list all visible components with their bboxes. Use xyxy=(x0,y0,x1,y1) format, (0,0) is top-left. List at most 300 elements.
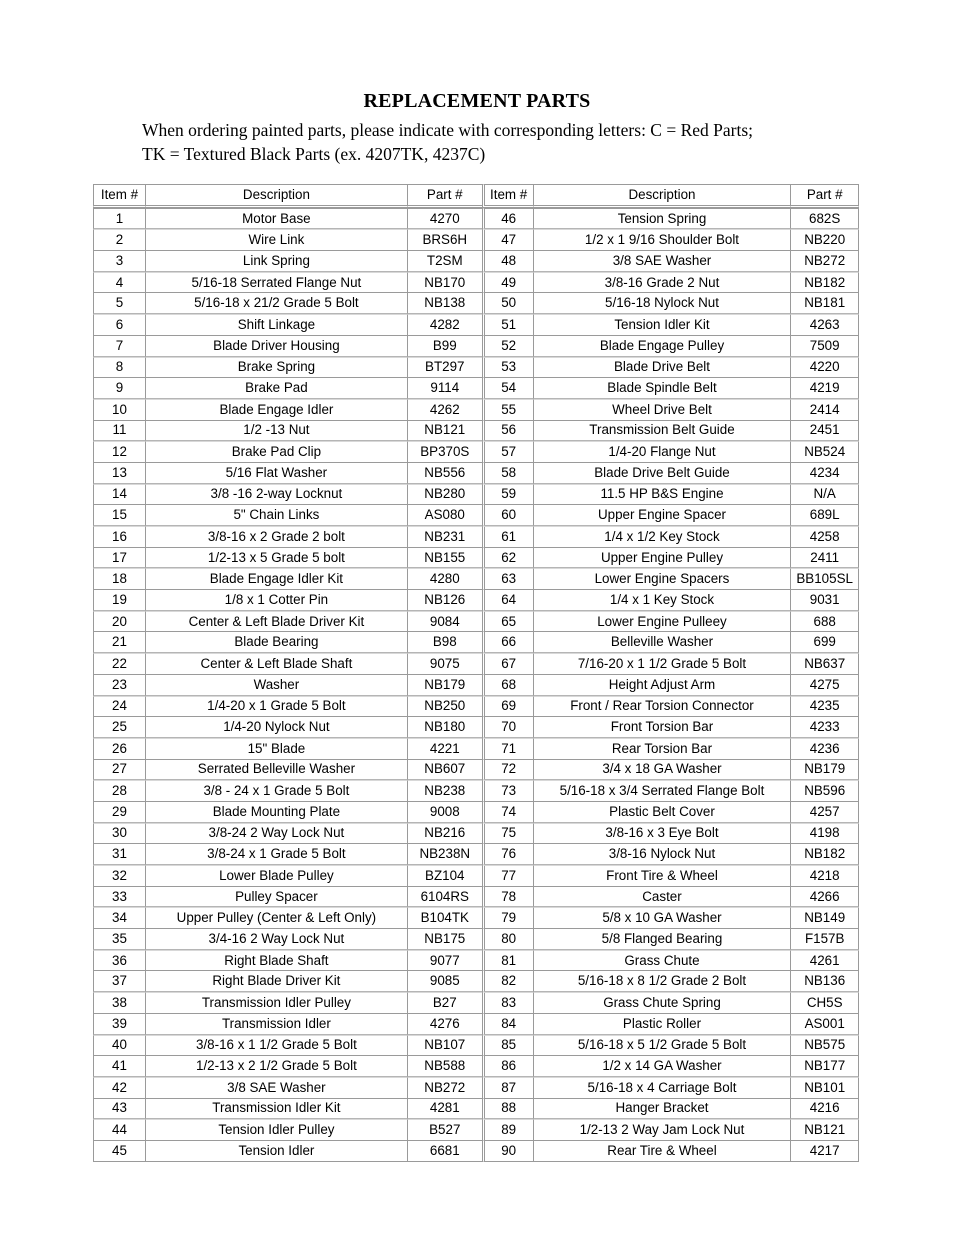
cell-item-number: 23 xyxy=(93,674,145,696)
cell-description: Tension Spring xyxy=(533,208,791,230)
cell-item-number: 65 xyxy=(482,611,533,632)
cell-part-number: F157B xyxy=(790,928,859,950)
cell-item-number: 88 xyxy=(482,1098,533,1120)
header-part-number: Part # xyxy=(407,184,482,208)
cell-description: Lower Engine Pulleey xyxy=(533,611,791,632)
cell-part-number: 4221 xyxy=(407,738,482,759)
cell-item-number: 63 xyxy=(482,568,533,589)
table-row xyxy=(93,335,859,357)
cell-description: 5" Chain Links xyxy=(145,504,407,526)
cell-part-number: T2SM xyxy=(407,250,482,272)
cell-description: 3/4 x 18 GA Washer xyxy=(533,759,791,781)
cell-part-number: 9085 xyxy=(407,970,482,992)
cell-description: Transmission Idler Pulley xyxy=(145,992,407,1013)
cell-part-number: 6104RS xyxy=(407,886,482,908)
cell-description: Center & Left Blade Driver Kit xyxy=(145,611,407,632)
cell-item-number: 79 xyxy=(482,907,533,928)
cell-description: 3/8-24 2 Way Lock Nut xyxy=(145,823,407,844)
cell-item-number: 26 xyxy=(93,738,145,759)
cell-item-number: 33 xyxy=(93,886,145,908)
cell-description: Rear Tire & Wheel xyxy=(533,1140,791,1162)
cell-item-number: 30 xyxy=(93,823,145,844)
cell-description: 1/2 x 14 GA Washer xyxy=(533,1055,791,1077)
table-row xyxy=(93,462,859,484)
cell-item-number: 41 xyxy=(93,1055,145,1077)
cell-description: 1/4-20 Flange Nut xyxy=(533,441,791,462)
table-header-row xyxy=(93,184,859,208)
cell-item-number: 55 xyxy=(482,399,533,420)
cell-description: Brake Pad Clip xyxy=(145,441,407,462)
table-row xyxy=(93,970,859,992)
cell-description: 1/4 x 1 Key Stock xyxy=(533,589,791,611)
table-row xyxy=(93,229,859,250)
cell-item-number: 45 xyxy=(93,1140,145,1162)
cell-description: Blade Driver Housing xyxy=(145,335,407,357)
cell-part-number: B27 xyxy=(407,992,482,1013)
cell-item-number: 81 xyxy=(482,950,533,971)
cell-item-number: 82 xyxy=(482,970,533,992)
cell-item-number: 77 xyxy=(482,865,533,886)
cell-item-number: 27 xyxy=(93,759,145,781)
cell-item-number: 35 xyxy=(93,928,145,950)
cell-part-number: 4276 xyxy=(407,1013,482,1035)
cell-description: 5/16-18 x 8 1/2 Grade 2 Bolt xyxy=(533,970,791,992)
cell-item-number: 64 xyxy=(482,589,533,611)
cell-description: 1/8 x 1 Cotter Pin xyxy=(145,589,407,611)
table-row xyxy=(93,526,859,547)
cell-part-number: 9031 xyxy=(790,589,859,611)
cell-part-number: 4281 xyxy=(407,1098,482,1120)
cell-item-number: 75 xyxy=(482,823,533,844)
cell-part-number: 4257 xyxy=(790,801,859,823)
cell-item-number: 72 xyxy=(482,759,533,781)
table-row xyxy=(93,843,859,865)
cell-part-number: NB138 xyxy=(407,292,482,314)
cell-part-number: NB180 xyxy=(407,716,482,738)
cell-part-number: 9077 xyxy=(407,950,482,971)
cell-part-number: NB596 xyxy=(790,780,859,801)
cell-description: 1/2-13 2 Way Jam Lock Nut xyxy=(533,1119,791,1140)
cell-description: Grass Chute xyxy=(533,950,791,971)
cell-item-number: 39 xyxy=(93,1013,145,1035)
cell-part-number: 689L xyxy=(790,504,859,526)
cell-part-number: NB121 xyxy=(407,420,482,442)
table-row xyxy=(93,292,859,314)
cell-item-number: 24 xyxy=(93,696,145,717)
cell-item-number: 69 xyxy=(482,696,533,717)
cell-description: 11.5 HP B&S Engine xyxy=(533,484,791,505)
cell-description: Blade Engage Pulley xyxy=(533,335,791,357)
table-row xyxy=(93,420,859,442)
cell-item-number: 54 xyxy=(482,377,533,399)
table-row xyxy=(93,484,859,505)
cell-part-number: NB107 xyxy=(407,1035,482,1056)
cell-item-number: 31 xyxy=(93,843,145,865)
cell-part-number: 699 xyxy=(790,631,859,653)
cell-item-number: 3 xyxy=(93,250,145,272)
ordering-instructions xyxy=(142,118,862,166)
cell-part-number: NB155 xyxy=(407,547,482,569)
cell-item-number: 61 xyxy=(482,526,533,547)
cell-part-number: BZ104 xyxy=(407,865,482,886)
cell-description: 1/4 x 1/2 Key Stock xyxy=(533,526,791,547)
cell-part-number: AS080 xyxy=(407,504,482,526)
cell-part-number: NB220 xyxy=(790,229,859,250)
cell-description: Grass Chute Spring xyxy=(533,992,791,1013)
cell-part-number: NB607 xyxy=(407,759,482,781)
cell-description: 5/8 Flanged Bearing xyxy=(533,928,791,950)
cell-item-number: 80 xyxy=(482,928,533,950)
ordering-instructions-line-2: TK = Textured Black Parts (ex. 4207TK, 4237C) xyxy=(142,144,486,164)
cell-part-number: B98 xyxy=(407,631,482,653)
cell-part-number: BT297 xyxy=(407,357,482,378)
cell-part-number: 4218 xyxy=(790,865,859,886)
cell-part-number: NB175 xyxy=(407,928,482,950)
cell-part-number: B99 xyxy=(407,335,482,357)
cell-item-number: 22 xyxy=(93,653,145,674)
cell-part-number: NB126 xyxy=(407,589,482,611)
cell-part-number: NB182 xyxy=(790,843,859,865)
table-row xyxy=(93,547,859,569)
cell-item-number: 86 xyxy=(482,1055,533,1077)
cell-item-number: 71 xyxy=(482,738,533,759)
cell-part-number: NB181 xyxy=(790,292,859,314)
cell-description: Upper Pulley (Center & Left Only) xyxy=(145,907,407,928)
cell-description: Transmission Idler xyxy=(145,1013,407,1035)
cell-item-number: 85 xyxy=(482,1035,533,1056)
cell-part-number: 6681 xyxy=(407,1140,482,1162)
cell-description: Tension Idler Pulley xyxy=(145,1119,407,1140)
cell-description: Shift Linkage xyxy=(145,314,407,335)
cell-item-number: 53 xyxy=(482,357,533,378)
cell-description: Tension Idler xyxy=(145,1140,407,1162)
cell-item-number: 74 xyxy=(482,801,533,823)
cell-item-number: 89 xyxy=(482,1119,533,1140)
cell-part-number: NB216 xyxy=(407,823,482,844)
cell-part-number: 4261 xyxy=(790,950,859,971)
cell-part-number: BRS6H xyxy=(407,229,482,250)
cell-part-number: NB272 xyxy=(790,250,859,272)
cell-item-number: 36 xyxy=(93,950,145,971)
cell-item-number: 60 xyxy=(482,504,533,526)
cell-description: 5/16 Flat Washer xyxy=(145,462,407,484)
table-row xyxy=(93,589,859,611)
table-row xyxy=(93,250,859,272)
cell-description: 1/2 x 1 9/16 Shoulder Bolt xyxy=(533,229,791,250)
cell-part-number: 4270 xyxy=(407,208,482,230)
cell-item-number: 49 xyxy=(482,272,533,293)
table-row xyxy=(93,780,859,801)
cell-part-number: 9075 xyxy=(407,653,482,674)
cell-description: Blade Engage Idler xyxy=(145,399,407,420)
cell-item-number: 14 xyxy=(93,484,145,505)
parts-table xyxy=(93,184,859,1162)
cell-description: Brake Spring xyxy=(145,357,407,378)
table-row xyxy=(93,357,859,378)
cell-item-number: 73 xyxy=(482,780,533,801)
cell-item-number: 76 xyxy=(482,843,533,865)
cell-part-number: 4216 xyxy=(790,1098,859,1120)
cell-part-number: NB231 xyxy=(407,526,482,547)
table-row xyxy=(93,950,859,971)
table-row xyxy=(93,1119,859,1140)
cell-part-number: NB556 xyxy=(407,462,482,484)
cell-item-number: 10 xyxy=(93,399,145,420)
table-row xyxy=(93,801,859,823)
cell-description: 1/2-13 x 2 1/2 Grade 5 Bolt xyxy=(145,1055,407,1077)
cell-item-number: 9 xyxy=(93,377,145,399)
table-row xyxy=(93,504,859,526)
table-row xyxy=(93,696,859,717)
cell-description: Wire Link xyxy=(145,229,407,250)
cell-part-number: 9008 xyxy=(407,801,482,823)
cell-part-number: 4220 xyxy=(790,357,859,378)
table-row xyxy=(93,907,859,928)
cell-description: Caster xyxy=(533,886,791,908)
cell-item-number: 1 xyxy=(93,208,145,230)
cell-item-number: 20 xyxy=(93,611,145,632)
cell-part-number: 682S xyxy=(790,208,859,230)
cell-item-number: 16 xyxy=(93,526,145,547)
cell-item-number: 11 xyxy=(93,420,145,442)
cell-item-number: 37 xyxy=(93,970,145,992)
cell-description: 5/16-18 x 21/2 Grade 5 Bolt xyxy=(145,292,407,314)
table-row xyxy=(93,1055,859,1077)
cell-part-number: 4275 xyxy=(790,674,859,696)
cell-item-number: 38 xyxy=(93,992,145,1013)
cell-description: 3/8-16 x 2 Grade 2 bolt xyxy=(145,526,407,547)
cell-item-number: 48 xyxy=(482,250,533,272)
cell-part-number: 4235 xyxy=(790,696,859,717)
cell-description: Upper Engine Spacer xyxy=(533,504,791,526)
cell-item-number: 83 xyxy=(482,992,533,1013)
table-row xyxy=(93,1077,859,1098)
cell-part-number: NB238 xyxy=(407,780,482,801)
cell-item-number: 42 xyxy=(93,1077,145,1098)
cell-item-number: 58 xyxy=(482,462,533,484)
cell-item-number: 12 xyxy=(93,441,145,462)
table-row xyxy=(93,928,859,950)
cell-description: Motor Base xyxy=(145,208,407,230)
cell-part-number: 2451 xyxy=(790,420,859,442)
table-row xyxy=(93,1035,859,1056)
cell-description: 3/4-16 2 Way Lock Nut xyxy=(145,928,407,950)
header-description: Description xyxy=(533,184,791,208)
parts-table-body xyxy=(93,208,859,1162)
cell-description: Upper Engine Pulley xyxy=(533,547,791,569)
table-row xyxy=(93,399,859,420)
cell-part-number: NB101 xyxy=(790,1077,859,1098)
cell-description: 7/16-20 x 1 1/2 Grade 5 Bolt xyxy=(533,653,791,674)
cell-item-number: 46 xyxy=(482,208,533,230)
cell-item-number: 84 xyxy=(482,1013,533,1035)
cell-description: Plastic Belt Cover xyxy=(533,801,791,823)
cell-item-number: 2 xyxy=(93,229,145,250)
table-row xyxy=(93,674,859,696)
cell-part-number: NB524 xyxy=(790,441,859,462)
cell-item-number: 32 xyxy=(93,865,145,886)
cell-part-number: NB179 xyxy=(407,674,482,696)
cell-description: Pulley Spacer xyxy=(145,886,407,908)
cell-part-number: NB182 xyxy=(790,272,859,293)
cell-part-number: AS001 xyxy=(790,1013,859,1035)
cell-item-number: 90 xyxy=(482,1140,533,1162)
cell-description: Rear Torsion Bar xyxy=(533,738,791,759)
cell-description: 1/4-20 x 1 Grade 5 Bolt xyxy=(145,696,407,717)
cell-part-number: 4262 xyxy=(407,399,482,420)
cell-item-number: 62 xyxy=(482,547,533,569)
cell-item-number: 68 xyxy=(482,674,533,696)
cell-part-number: NB250 xyxy=(407,696,482,717)
cell-part-number: 2411 xyxy=(790,547,859,569)
cell-description: Blade Drive Belt Guide xyxy=(533,462,791,484)
cell-description: Belleville Washer xyxy=(533,631,791,653)
cell-description: Transmission Belt Guide xyxy=(533,420,791,442)
cell-part-number: 4217 xyxy=(790,1140,859,1162)
cell-description: 3/8-24 x 1 Grade 5 Bolt xyxy=(145,843,407,865)
cell-part-number: 9114 xyxy=(407,377,482,399)
cell-item-number: 59 xyxy=(482,484,533,505)
cell-description: 1/2-13 x 5 Grade 5 bolt xyxy=(145,547,407,569)
cell-description: 3/8-16 Grade 2 Nut xyxy=(533,272,791,293)
cell-part-number: NB149 xyxy=(790,907,859,928)
header-item-number: Item # xyxy=(93,184,145,208)
cell-item-number: 66 xyxy=(482,631,533,653)
cell-description: Center & Left Blade Shaft xyxy=(145,653,407,674)
cell-item-number: 78 xyxy=(482,886,533,908)
cell-item-number: 56 xyxy=(482,420,533,442)
cell-description: Blade Bearing xyxy=(145,631,407,653)
table-row xyxy=(93,992,859,1013)
table-row xyxy=(93,823,859,844)
cell-description: Brake Pad xyxy=(145,377,407,399)
cell-item-number: 29 xyxy=(93,801,145,823)
cell-item-number: 18 xyxy=(93,568,145,589)
cell-item-number: 6 xyxy=(93,314,145,335)
cell-description: Blade Mounting Plate xyxy=(145,801,407,823)
cell-part-number: 4266 xyxy=(790,886,859,908)
cell-part-number: 4263 xyxy=(790,314,859,335)
cell-item-number: 28 xyxy=(93,780,145,801)
cell-description: Tension Idler Kit xyxy=(533,314,791,335)
cell-description: 3/8-16 x 3 Eye Bolt xyxy=(533,823,791,844)
cell-item-number: 21 xyxy=(93,631,145,653)
cell-description: 5/16-18 Serrated Flange Nut xyxy=(145,272,407,293)
header-item-number: Item # xyxy=(482,184,533,208)
cell-item-number: 67 xyxy=(482,653,533,674)
cell-description: Hanger Bracket xyxy=(533,1098,791,1120)
cell-item-number: 52 xyxy=(482,335,533,357)
table-row xyxy=(93,759,859,781)
cell-description: Right Blade Driver Kit xyxy=(145,970,407,992)
cell-part-number: 2414 xyxy=(790,399,859,420)
cell-description: 3/8 -16 2-way Locknut xyxy=(145,484,407,505)
header-part-number: Part # xyxy=(790,184,859,208)
cell-item-number: 15 xyxy=(93,504,145,526)
cell-description: Transmission Idler Kit xyxy=(145,1098,407,1120)
table-row xyxy=(93,886,859,908)
cell-description: Serrated Belleville Washer xyxy=(145,759,407,781)
cell-description: Link Spring xyxy=(145,250,407,272)
table-row xyxy=(93,568,859,589)
cell-item-number: 4 xyxy=(93,272,145,293)
cell-part-number: NB136 xyxy=(790,970,859,992)
cell-description: Blade Drive Belt xyxy=(533,357,791,378)
cell-part-number: 4219 xyxy=(790,377,859,399)
cell-part-number: NB177 xyxy=(790,1055,859,1077)
cell-part-number: 9084 xyxy=(407,611,482,632)
cell-part-number: N/A xyxy=(790,484,859,505)
cell-item-number: 51 xyxy=(482,314,533,335)
cell-part-number: NB170 xyxy=(407,272,482,293)
cell-part-number: NB272 xyxy=(407,1077,482,1098)
table-row xyxy=(93,377,859,399)
table-row xyxy=(93,865,859,886)
table-row xyxy=(93,738,859,759)
cell-item-number: 19 xyxy=(93,589,145,611)
cell-part-number: B527 xyxy=(407,1119,482,1140)
cell-description: 5/16-18 x 5 1/2 Grade 5 Bolt xyxy=(533,1035,791,1056)
table-row xyxy=(93,272,859,293)
cell-part-number: 4282 xyxy=(407,314,482,335)
cell-part-number: NB179 xyxy=(790,759,859,781)
cell-part-number: CH5S xyxy=(790,992,859,1013)
cell-description: 3/8 SAE Washer xyxy=(533,250,791,272)
cell-item-number: 43 xyxy=(93,1098,145,1120)
cell-description: 1/2 -13 Nut xyxy=(145,420,407,442)
table-row xyxy=(93,1013,859,1035)
cell-part-number: BB105SL xyxy=(790,568,859,589)
cell-item-number: 5 xyxy=(93,292,145,314)
cell-part-number: 688 xyxy=(790,611,859,632)
cell-item-number: 17 xyxy=(93,547,145,569)
cell-item-number: 25 xyxy=(93,716,145,738)
cell-item-number: 40 xyxy=(93,1035,145,1056)
cell-item-number: 34 xyxy=(93,907,145,928)
page-title: REPLACEMENT PARTS xyxy=(363,90,591,112)
table-row xyxy=(93,314,859,335)
table-row xyxy=(93,611,859,632)
cell-description: Wheel Drive Belt xyxy=(533,399,791,420)
header-description: Description xyxy=(145,184,407,208)
cell-description: Plastic Roller xyxy=(533,1013,791,1035)
table-row xyxy=(93,631,859,653)
table-row xyxy=(93,653,859,674)
cell-item-number: 50 xyxy=(482,292,533,314)
cell-part-number: NB575 xyxy=(790,1035,859,1056)
cell-description: 15" Blade xyxy=(145,738,407,759)
cell-part-number: 4236 xyxy=(790,738,859,759)
cell-description: Front Torsion Bar xyxy=(533,716,791,738)
cell-description: Blade Engage Idler Kit xyxy=(145,568,407,589)
cell-description: Front / Rear Torsion Connector xyxy=(533,696,791,717)
cell-part-number: 4280 xyxy=(407,568,482,589)
cell-part-number: B104TK xyxy=(407,907,482,928)
cell-description: 5/16-18 x 4 Carriage Bolt xyxy=(533,1077,791,1098)
cell-part-number: NB280 xyxy=(407,484,482,505)
table-row xyxy=(93,208,859,230)
cell-item-number: 47 xyxy=(482,229,533,250)
cell-part-number: NB637 xyxy=(790,653,859,674)
table-row xyxy=(93,716,859,738)
cell-description: 5/8 x 10 GA Washer xyxy=(533,907,791,928)
cell-part-number: NB588 xyxy=(407,1055,482,1077)
cell-part-number: 4198 xyxy=(790,823,859,844)
table-row xyxy=(93,441,859,462)
cell-description: Lower Engine Spacers xyxy=(533,568,791,589)
cell-part-number: 4258 xyxy=(790,526,859,547)
cell-description: 3/8-16 Nylock Nut xyxy=(533,843,791,865)
